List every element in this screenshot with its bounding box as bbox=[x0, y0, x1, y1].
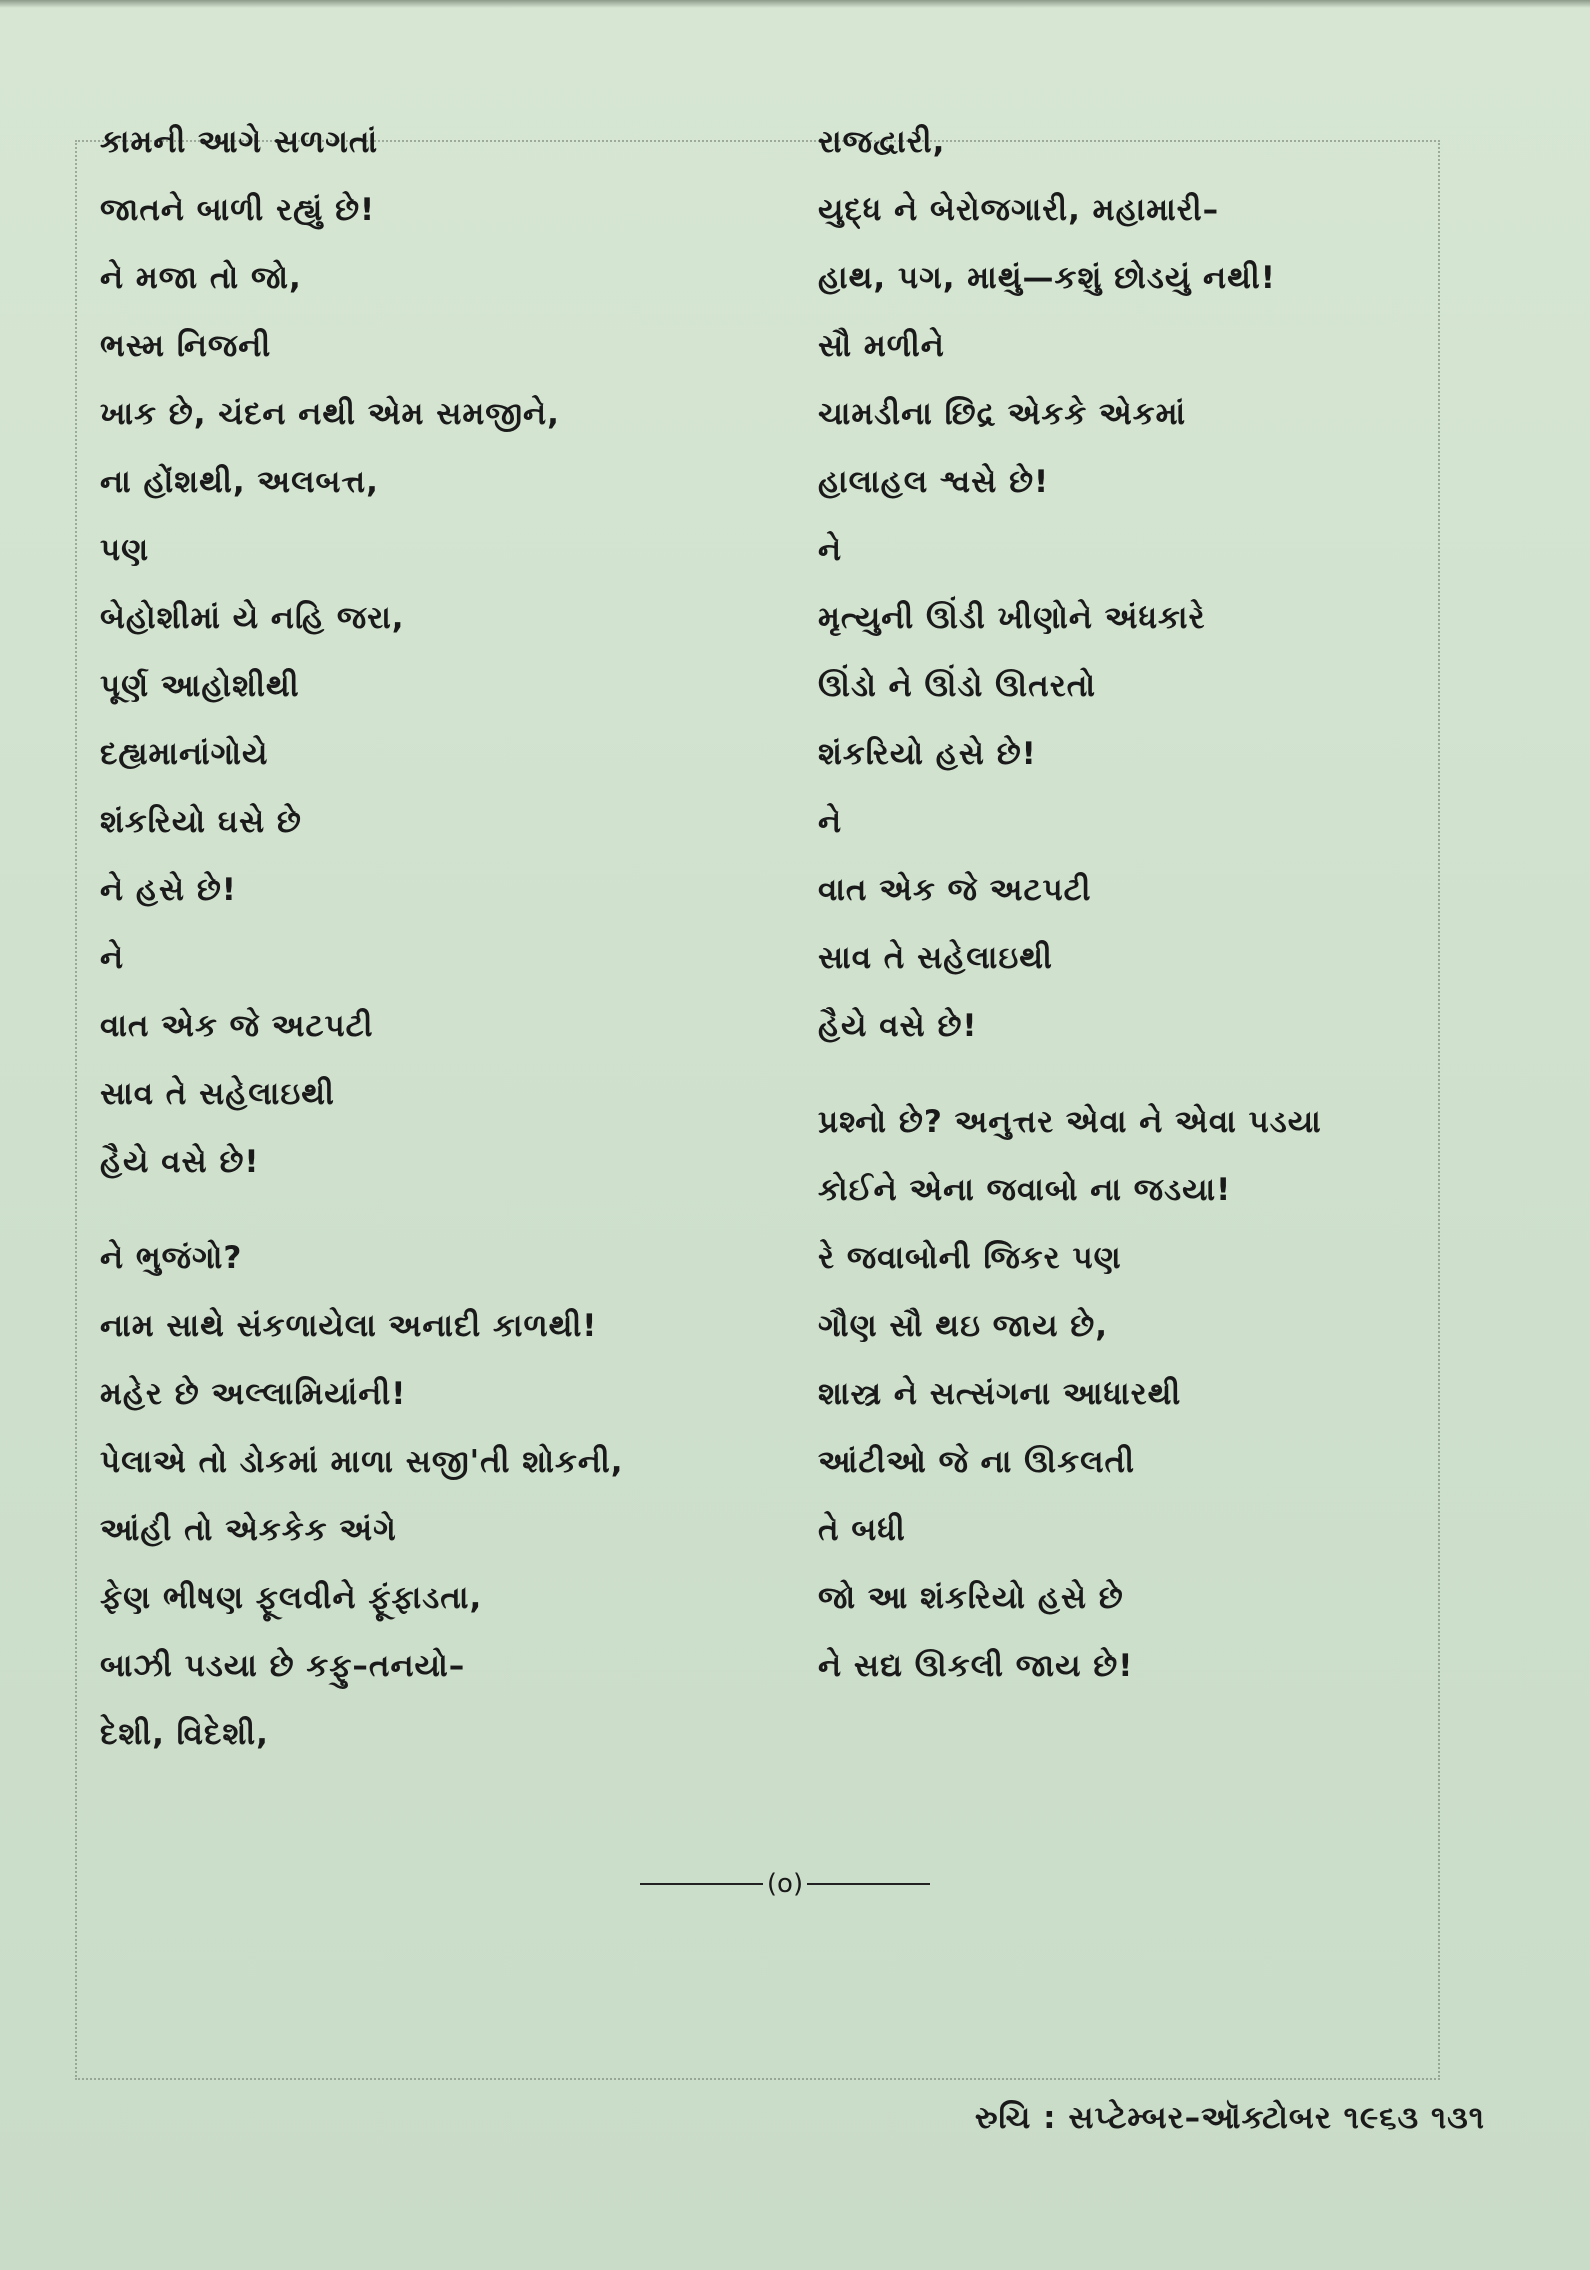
poem-line: ને bbox=[818, 532, 843, 568]
poem-line: સાવ તે સહેલાઇથી bbox=[818, 940, 1053, 976]
poem-line: કામની આગે સળગતાં bbox=[100, 124, 379, 160]
page-top-edge bbox=[0, 0, 1590, 8]
poem-line: જાતને બાળી રહ્યું છે! bbox=[100, 192, 376, 228]
poem-line: હાથ, પગ, માથું—કશું છોડયું નથી! bbox=[818, 260, 1276, 296]
poem-line: મૃત્યુની ઊંડી ખીણોને અંધકારે bbox=[818, 600, 1206, 636]
poem-line: મહેર છે અલ્લામિયાંની! bbox=[100, 1376, 407, 1412]
poem-line: શંકરિયો હસે છે! bbox=[818, 736, 1037, 772]
poem-line: પણ bbox=[100, 532, 150, 568]
page-footer: રુચિ : સપ્ટેમ્બર–ઑક્ટોબર ૧૯૬૩ ૧૩૧ bbox=[974, 2100, 1485, 2136]
poem-line: હૈયે વસે છે! bbox=[818, 1008, 978, 1044]
divider-rule-right bbox=[807, 1883, 930, 1885]
poem-line: ને મજા તો જો, bbox=[100, 260, 302, 296]
poem-line: બાઝી પડયા છે કફુ–તનયો– bbox=[100, 1648, 466, 1684]
poem-line: કોઈને એના જવાબો ના જડયા! bbox=[818, 1172, 1232, 1208]
poem-line: ને સદ્ય ઊકલી જાય છે! bbox=[818, 1648, 1134, 1684]
poem-right-column bbox=[818, 118, 1458, 1710]
section-divider bbox=[640, 1864, 930, 1904]
poem-line: પૂર્ણ આહોશીથી bbox=[100, 668, 300, 704]
poem-line: ને bbox=[100, 940, 125, 976]
divider-rule-left bbox=[640, 1883, 763, 1885]
poem-line: શાસ્ત્ર ને સત્સંગના આધારથી bbox=[818, 1376, 1182, 1412]
poem-line: ને bbox=[818, 804, 843, 840]
poem-line: યુદ્ધ ને બેરોજગારી, મહામારી– bbox=[818, 192, 1220, 228]
poem-line: વાત એક જે અટપટી bbox=[100, 1008, 374, 1044]
poem-line: હૈયે વસે છે! bbox=[100, 1144, 260, 1180]
poem-line: વાત એક જે અટપટી bbox=[818, 872, 1092, 908]
poem-line: ભસ્મ નિજની bbox=[100, 328, 272, 364]
poem-line: સાવ તે સહેલાઇથી bbox=[100, 1076, 335, 1112]
poem-line: પ્રશ્નો છે? અનુત્તર એવા ને એવા પડયા bbox=[818, 1104, 1322, 1140]
poem-line: ને ભુજંગો? bbox=[100, 1240, 243, 1276]
poem-line: સૌ મળીને bbox=[818, 328, 945, 364]
poem-line: દહ્યમાનાંગોયે bbox=[100, 736, 269, 772]
poem-line: ગૌણ સૌ થઇ જાય છે, bbox=[818, 1308, 1109, 1344]
poem-line: હાલાહલ શ્વસે છે! bbox=[818, 464, 1050, 500]
divider-mark: (o) bbox=[766, 1869, 804, 1899]
poem-line: ના હોંશથી, અલબત્ત, bbox=[100, 464, 379, 500]
poem-line: આંહી તો એકકેક અંગે bbox=[100, 1512, 397, 1548]
stanza-gap bbox=[818, 1070, 1458, 1098]
poem-line: રે જવાબોની જિકર પણ bbox=[818, 1240, 1122, 1276]
poem-line: ઊંડો ને ઊંડો ઊતરતો bbox=[818, 668, 1097, 704]
poem-line: ચામડીના છિદ્ર એકકે એકમાં bbox=[818, 396, 1187, 432]
poem-line: ફેણ ભીષણ ફૂલવીને ફૂંફાડતા, bbox=[100, 1580, 483, 1616]
poem-line: તે બધી bbox=[818, 1512, 906, 1548]
poem-line: બેહોશીમાં યે નહિ જરા, bbox=[100, 600, 405, 636]
stanza-gap bbox=[100, 1206, 760, 1234]
poem-line: ખાક છે, ચંદન નથી એમ સમજીને, bbox=[100, 396, 560, 432]
poem-line: નામ સાથે સંકળાયેલા અનાદી કાળથી! bbox=[100, 1308, 598, 1344]
poem-line: શંકરિયો ઘસે છે bbox=[100, 804, 302, 840]
poem-line: દેશી, વિદેશી, bbox=[100, 1716, 269, 1752]
poem-line: જો આ શંકરિયો હસે છે bbox=[818, 1580, 1124, 1616]
poem-line: પેલાએ તો ડોકમાં માળા સજી'તી શોકની, bbox=[100, 1444, 624, 1480]
poem-left-column bbox=[100, 118, 760, 1778]
poem-line: ને હસે છે! bbox=[100, 872, 237, 908]
poem-line: રાજદ્વારી, bbox=[818, 124, 946, 160]
poem-line: આંટીઓ જે ના ઊકલતી bbox=[818, 1444, 1135, 1480]
